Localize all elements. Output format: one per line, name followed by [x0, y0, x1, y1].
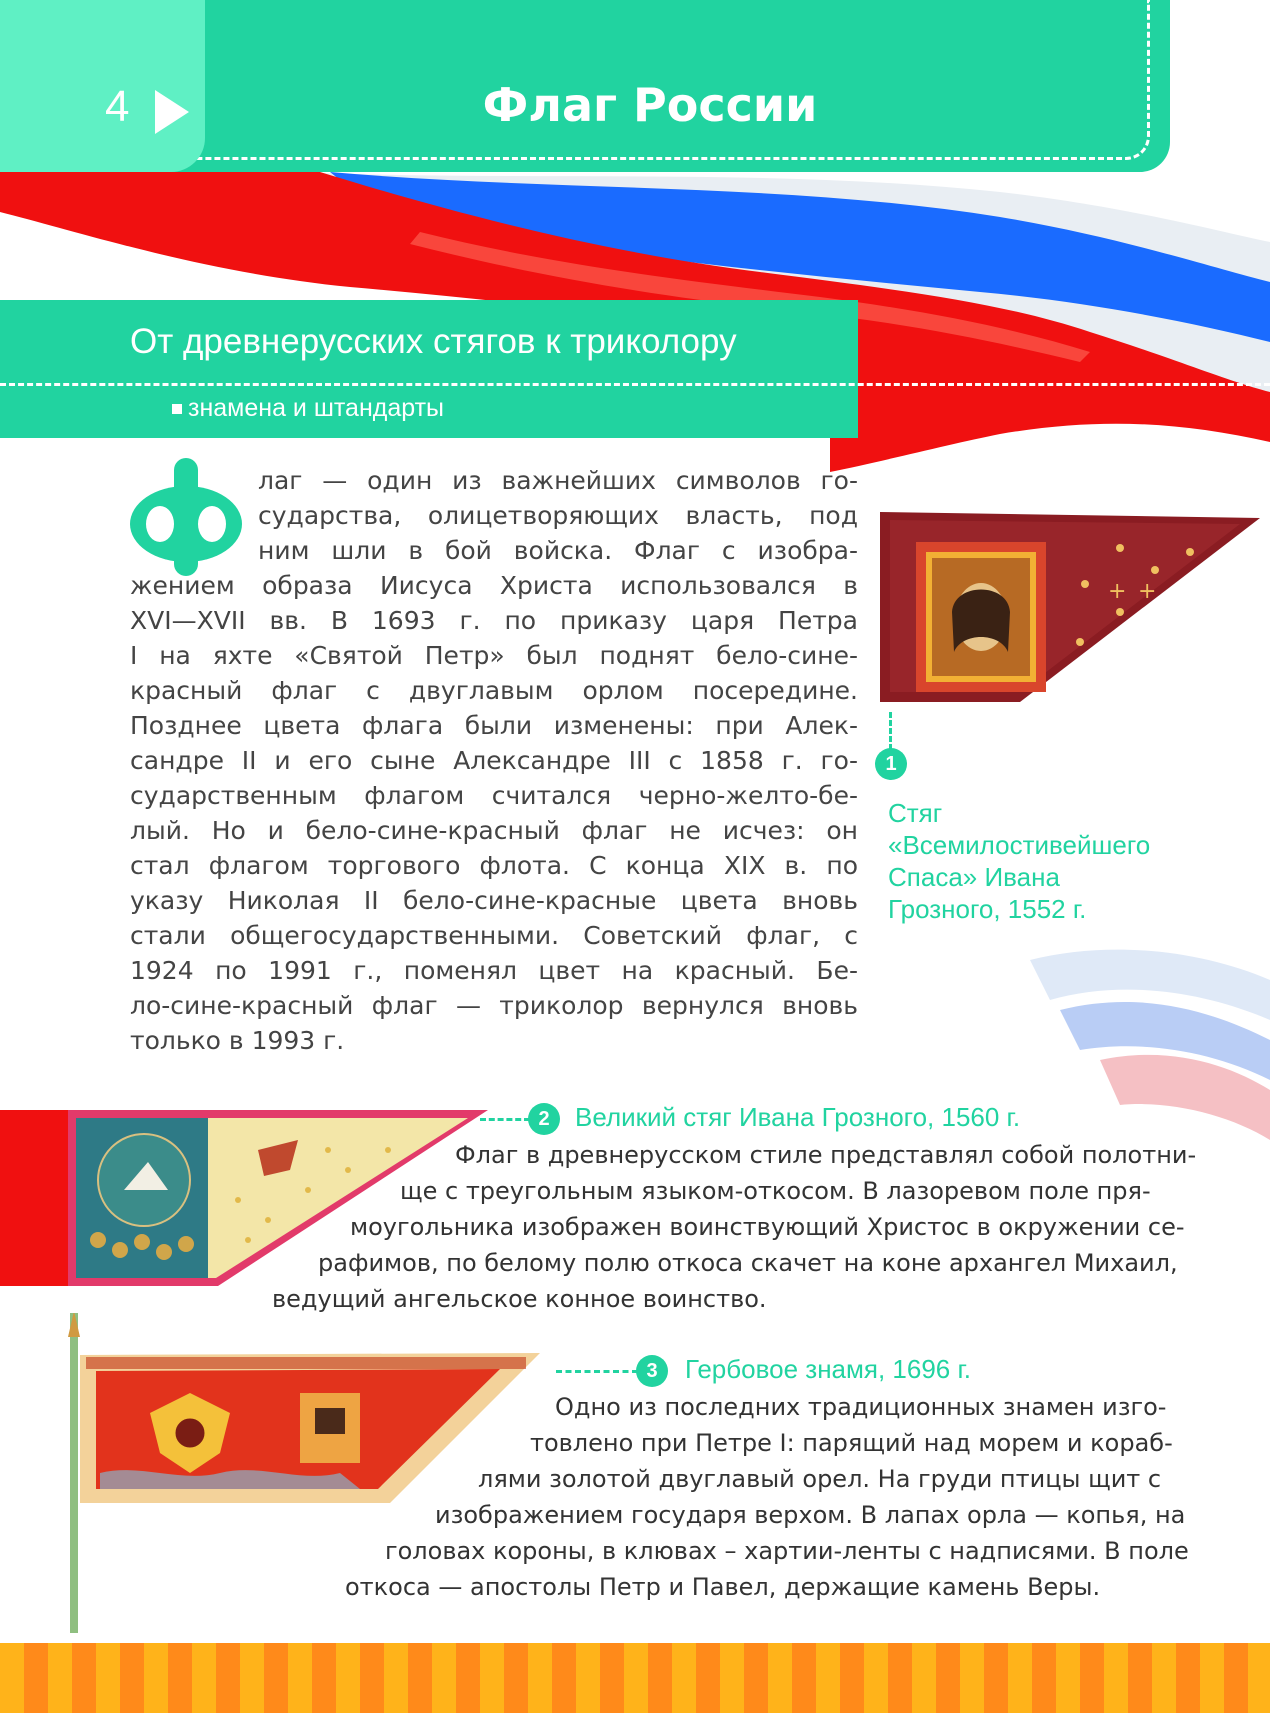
figure3-text-line: изображением государя верхом. В лапах орла — копья, на	[435, 1501, 1186, 1529]
figure3-text-line: товлено при Петре I: парящий над морем и кораб-	[530, 1429, 1173, 1457]
main-text-line: I на яхте «Святой Петр» был поднят бело-сине-	[130, 641, 858, 670]
main-text-line: ло-сине-красный флаг — триколор вернулся вновь	[130, 991, 858, 1020]
star-icon	[1076, 638, 1084, 646]
figure1-caption-line: Стяг	[888, 798, 943, 828]
main-text-line: указу Николая II бело-сине-красные цвета вновь	[130, 886, 858, 915]
main-text-line: сандре II и его сыне Александре III с 1858 г. го-	[130, 746, 858, 775]
dropcap-stem-inner	[176, 484, 196, 564]
star-icon	[1081, 580, 1089, 588]
figure2-number-badge: 2	[528, 1103, 560, 1135]
figure2-text-line: ведущий ангельское конное воинство.	[272, 1285, 767, 1313]
main-text-line: только в 1993 г.	[130, 1026, 345, 1055]
star-icon	[1116, 544, 1124, 552]
figure3-text-line: головах короны, в клювах – хартии-ленты с надписями. В поле	[385, 1537, 1189, 1565]
main-text-line: стал флагом торгового флота. С конца XIX в. по	[130, 851, 858, 880]
dropcap-letter	[126, 458, 244, 576]
figure2-leader-line	[480, 1118, 530, 1121]
main-text-line: лый. Но и бело-сине-красный флаг не исчез: он	[130, 816, 858, 845]
page-number: 4	[105, 82, 130, 131]
section-title: От древнерусских стягов к триколору	[130, 322, 737, 361]
banner3-pole-tip	[68, 1313, 80, 1337]
figure3-text-line: Одно из последних традиционных знамен изго-	[555, 1393, 1167, 1421]
main-text-line: сударственным флагом считался черно-желто-бе-	[130, 781, 858, 810]
figure2-text-line: рафимов, по белому полю откоса скачет на коне архангел Михаил,	[318, 1249, 1178, 1277]
main-text-line: Позднее цвета флага были изменены: при Алек-	[130, 711, 858, 740]
main-text-line: стали общегосударственными. Советский флаг, с	[130, 921, 858, 950]
footer-stripes	[0, 1643, 1270, 1713]
banner3-shield	[174, 1417, 206, 1449]
star-icon	[1116, 608, 1124, 616]
figure3-title: Гербовое знамя, 1696 г.	[685, 1354, 972, 1384]
square-bullet-icon	[172, 404, 182, 414]
play-arrow-icon	[155, 90, 189, 134]
dropcap-glyph: Ф	[126, 458, 127, 459]
figure1-caption-line: «Всемилостивейшего	[888, 830, 1151, 860]
figure1-leader-line	[889, 712, 892, 750]
banner-savior-image	[880, 512, 1260, 712]
main-text-line: сударства, олицетворяющих власть, под	[258, 501, 858, 530]
page-title: Флаг России	[482, 78, 818, 132]
star-icon	[1151, 566, 1159, 574]
figure1-caption-line: Грозного, 1552 г.	[888, 894, 1087, 924]
banner3-pole	[70, 1313, 78, 1633]
star-icon	[1186, 548, 1194, 556]
tricolor-swirl-decoration	[1030, 940, 1270, 1140]
main-text-line: XVI—XVII вв. В 1693 г. по приказу царя Петра	[130, 606, 858, 635]
main-text-line: лаг — один из важнейших символов го-	[258, 466, 858, 495]
banner3-stone	[315, 1408, 345, 1434]
section-dashed-line	[0, 383, 1270, 386]
dropcap-counter-right	[198, 506, 226, 542]
figure3-leader-line	[556, 1370, 638, 1373]
main-text-line: красный флаг с двуглавым орлом посередине.	[130, 676, 858, 705]
cross-icon: +	[1138, 579, 1157, 604]
figure2-text-line: Флаг в древнерусском стиле представлял собой полотни-	[455, 1141, 1197, 1169]
main-text-line: 1924 по 1991 г., поменял цвет на красный. Бе-	[130, 956, 858, 985]
page-number-tab	[0, 0, 205, 172]
figure2-text-line: моугольника изображен воинствующий Христос в окружении се-	[350, 1213, 1185, 1241]
figure1-number-badge: 1	[875, 748, 907, 780]
dropcap-counter-left	[146, 506, 174, 542]
cross-icon: +	[1108, 579, 1127, 604]
figure1-caption-line: Спаса» Ивана	[888, 862, 1060, 892]
figure2-title: Великий стяг Ивана Грозного, 1560 г.	[575, 1102, 1021, 1132]
figure3-text-line: откоса — апостолы Петр и Павел, держащие камень Веры.	[345, 1573, 1101, 1601]
main-text-line: жением образа Иисуса Христа использовался в	[130, 571, 858, 600]
section-subtitle: знамена и штандарты	[188, 394, 445, 422]
figure2-text-line: ще с треугольным языком-откосом. В лазоревом поле пря-	[400, 1177, 1151, 1205]
figure3-text-line: лями золотой двуглавый орел. На груди птицы щит с	[478, 1465, 1162, 1493]
banner3-inscription-band-top	[86, 1357, 526, 1369]
main-text-line: ним шли в бой войска. Флаг с изобра-	[258, 536, 858, 565]
figure3-number-badge: 3	[636, 1355, 668, 1387]
figure2-red-edge	[0, 1110, 68, 1286]
